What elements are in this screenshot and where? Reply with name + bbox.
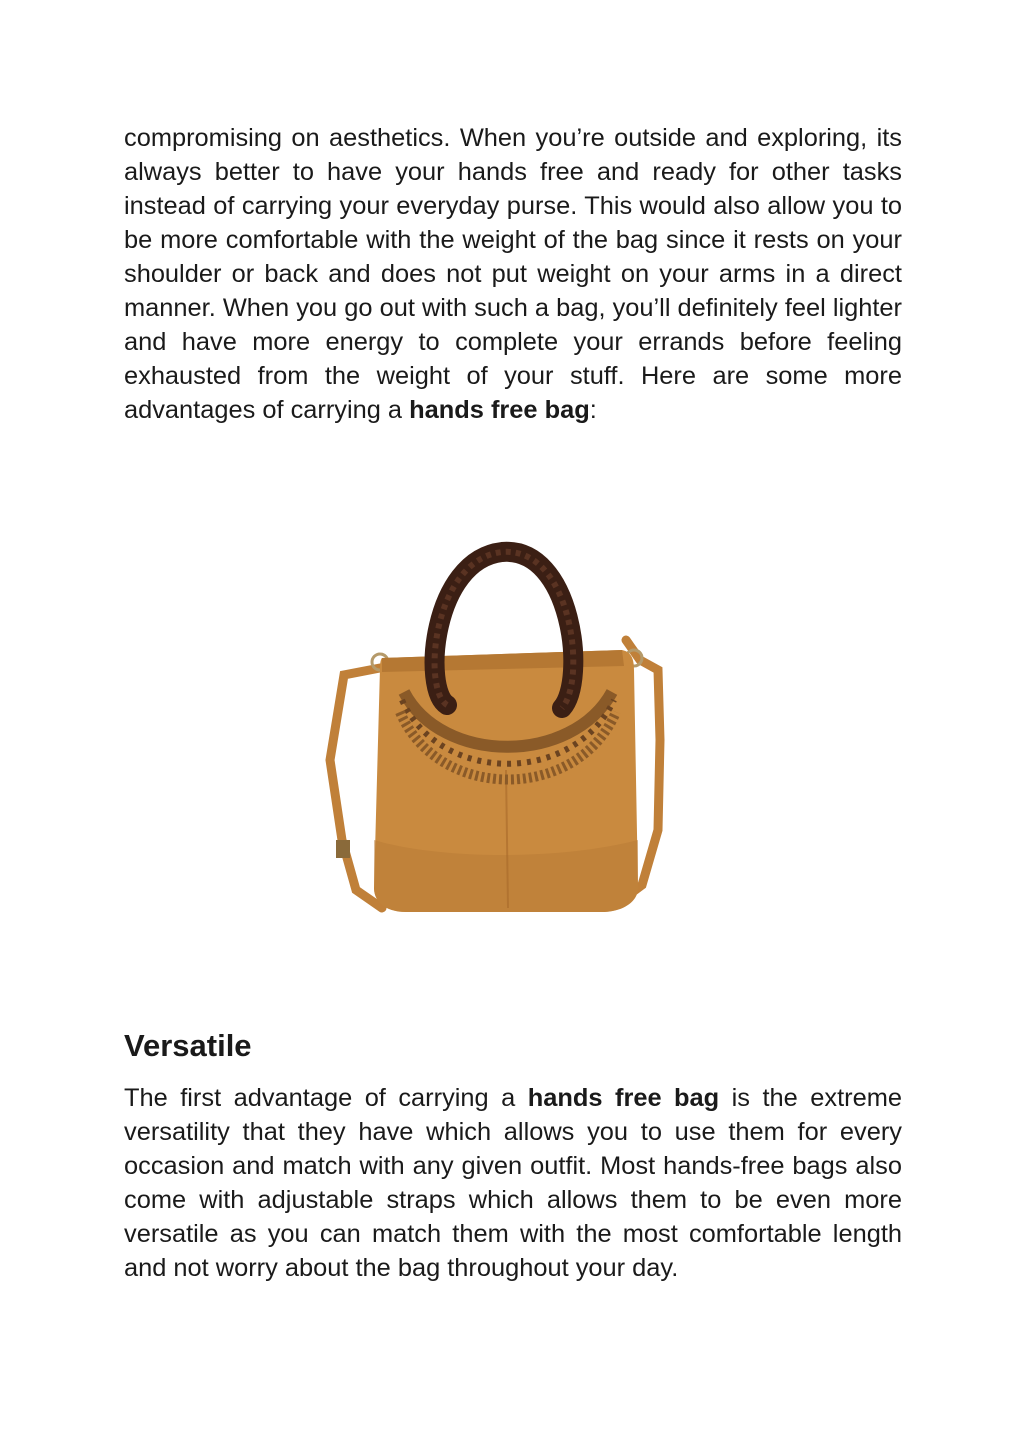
section-heading-versatile: Versatile bbox=[124, 1028, 252, 1063]
versatile-text-2: is the extreme versatility that they have which allows you to use them for every occasion and match with any given outfit. Most hands-free bags also come with adjustable straps which allows them to be even more versatile as you can match them with the most comfortable length and not worry about the bag throughout your day. bbox=[124, 1084, 902, 1282]
bag-illustration bbox=[322, 540, 682, 920]
intro-text-1: compromising on aesthetics. When you’re outside and exploring, its always better to have your hands free and ready for other tasks instead of carrying your everyday purse. This would also allow you to be more comfortable with the weight of the bag since it rests on your shoulder or back and does not put weight on your arms in a direct manner. When you go out with such a bag, you’ll definitely feel lighter and have more energy to complete your errands before feeling exhausted from the weight of your stuff. Here are some more advantages of carrying a bbox=[124, 124, 902, 424]
intro-bold-term: hands free bag bbox=[409, 396, 590, 424]
bag-image bbox=[322, 540, 682, 920]
strap-buckle bbox=[336, 840, 350, 858]
versatile-text-1: The first advantage of carrying a bbox=[124, 1084, 528, 1112]
versatile-bold-term: hands free bag bbox=[527, 1084, 720, 1112]
intro-paragraph bbox=[124, 121, 902, 427]
versatile-paragraph bbox=[124, 1081, 902, 1285]
intro-text-2: : bbox=[589, 396, 597, 424]
